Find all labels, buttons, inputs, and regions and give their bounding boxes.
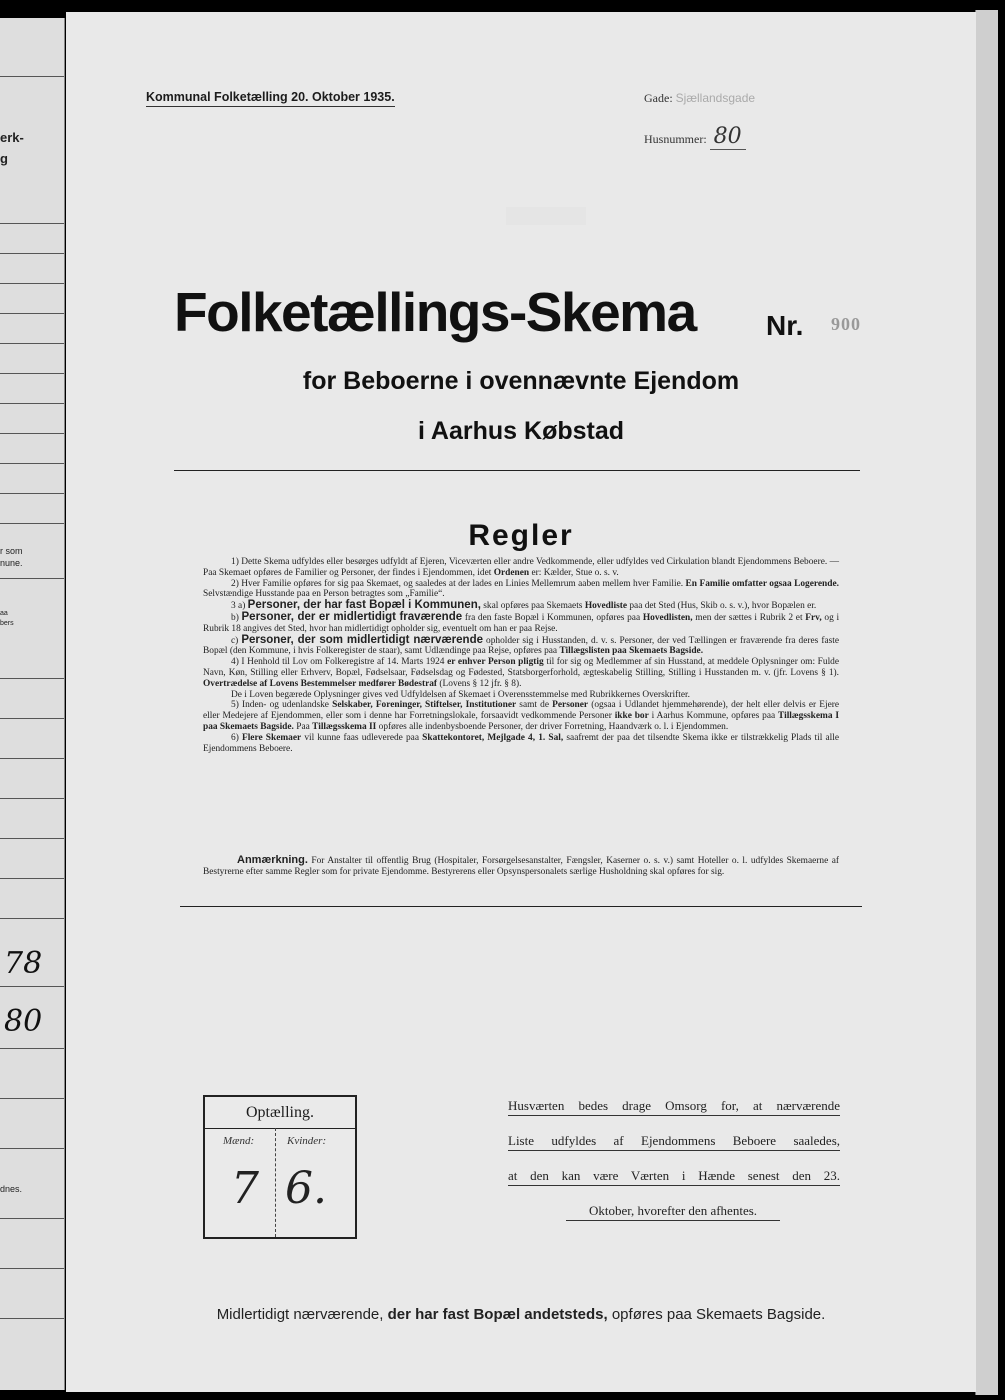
prev-page-fragment: erk- <box>0 130 24 145</box>
prev-page-rule <box>0 76 64 77</box>
paper-smudge <box>506 207 586 225</box>
house-number-field <box>644 124 746 149</box>
rules-text <box>203 557 839 754</box>
prev-page-rule <box>0 493 64 494</box>
rule-1: 1) Dette Skema udfyldes eller besørges udfyldt af Ejeren, Viceværten eller andre Vedkommende, eller udfyldes ved Cirkulation blandt Ejendommens Beboere. — Paa Skemaet opføres de Familier og Personer, der findes i Ejendommen, idet Ordenen er: Kælder, Stue o. s. v. <box>203 557 839 578</box>
rule-3c: c) Personer, der som midlertidigt nærværende opholder sig i Husstanden, d. v. s. Personer, der ved Tællingen er fraværende fra deres faste Bopæl (den Kommune, i hvis Folkeregister de staar), samt Udlændinge paa Rejse, opføres paa Tillægslisten paa Skemaets Bagside. <box>203 633 840 657</box>
footer-instruction: Midlertidigt nærværende, der har fast Bopæl andetsteds, opføres paa Skemaets Bagside. <box>216 1306 826 1323</box>
street-field <box>644 91 755 106</box>
form-subtitle-town: i Aarhus Købstad <box>417 417 625 445</box>
census-header-title: Kommunal Folketælling 20. Oktober 1935. <box>146 90 395 107</box>
count-box-title: Optælling. <box>205 1097 355 1129</box>
women-count: 6. <box>285 1163 327 1214</box>
prev-page-rule <box>0 283 64 284</box>
prev-page-rule <box>0 878 64 879</box>
prev-page-rule <box>0 313 64 314</box>
prev-page-rule <box>0 758 64 759</box>
prev-page-rule <box>0 403 64 404</box>
prev-page-fragment: aa <box>0 610 8 617</box>
notice-line-1: Husværten bedes drage Omsorg for, at nærværende <box>508 1098 840 1116</box>
next-page-edge <box>975 10 998 1395</box>
rule-4-continued: De i Loven begærede Oplysninger gives ved Udfyldelsen af Skemaet i Overensstemmelse med Rubrikkernes Overskrifter. <box>231 689 690 700</box>
form-title: Folketællings-Skema <box>174 281 696 343</box>
rules-heading: Regler <box>468 519 574 552</box>
count-box <box>203 1095 357 1239</box>
rule-3b: b) Personer, der er midlertidigt fraværende fra den faste Bopæl i Kommunen, opføres paa Hovedlisten, men der sættes i Rubrik 2 et Frv, og i Rubrik 18 angives det Sted, hvor han midlertidigt opholder sig, eventuelt om han er paa Rejse. <box>203 610 840 634</box>
rule-6: 6) Flere Skemaer vil kunne faas udleverede paa Skattekontoret, Mejlgade 4, 1. Sal, saafremt der paa det tilsendte Skema ikke er tilstrækkelig Plads til alle Ejendommens Beboere. <box>203 732 840 754</box>
prev-page-rule <box>0 343 64 344</box>
prev-page-rule <box>0 1098 64 1099</box>
form-number-value: 900 <box>831 314 861 334</box>
men-label: Mænd: <box>223 1135 255 1147</box>
notice-line-3: at den kan være Værten i Hænde senest den 23. <box>508 1168 840 1186</box>
divider-bottom <box>180 906 862 907</box>
prev-page-rule <box>0 433 64 434</box>
prev-page-rule <box>0 798 64 799</box>
rule-2: 2) Hver Familie opføres for sig paa Skemaet, og saaledes at der lades en Linies Mellemrum aaben mellem hver Familie. En Familie omfatter ogsaa Logerende. Selvstændige Husstande paa en Person betragtes som „Familie“. <box>203 578 839 600</box>
street-value: Sjællandsgade <box>675 91 756 105</box>
house-number-value: 80 <box>710 124 746 150</box>
census-form-page <box>66 12 976 1392</box>
prev-page-rule <box>0 986 64 987</box>
women-label: Kvinder: <box>287 1135 327 1147</box>
prev-page-rule <box>0 1148 64 1149</box>
house-number-label: Husnummer: <box>644 132 707 146</box>
prev-page-rule <box>0 1268 64 1269</box>
prev-page-rule <box>0 838 64 839</box>
remark-label: Anmærkning. <box>237 854 308 866</box>
street-label: Gade: <box>644 91 673 105</box>
prev-page-rule <box>0 523 64 524</box>
prev-page-rule <box>0 918 64 919</box>
prev-page-rule <box>0 718 64 719</box>
prev-page-rule <box>0 253 64 254</box>
prev-page-fragment: bers <box>0 620 14 627</box>
prev-page-fragment: g <box>0 151 8 166</box>
notice-line-4: Oktober, hvorefter den afhentes. <box>566 1203 780 1221</box>
divider-top <box>174 470 860 471</box>
men-count: 7 <box>231 1163 259 1214</box>
previous-page-edge <box>0 18 65 1390</box>
rule-5: 5) Inden- og udenlandske Selskaber, Foreninger, Stiftelser, Institutioner samt de Personer (ogsaa i Udlandet hjemmehørende), der helt eller delvis er Ejere eller Medejere af Ejendommen, eller som i denne har Forretningslokale, forsaavidt vedkommende Personer ikke bor i Aarhus Kommune, opføres paa Tillægsskema I paa Skemaets Bagside. Paa Tillægsskema II opføres alle indenbysboende Personer, der driver Forretning, Haandværk o. l. i Ejendommen. <box>203 700 840 732</box>
rule-3a: 3 a) Personer, der har fast Bopæl i Kommunen, skal opføres paa Skemaets Hovedliste paa det Sted (Hus, Skib o. s. v.), hvor Bopælen er. <box>231 599 817 612</box>
remark-text: For Anstalter til offentlig Brug (Hospitaler, Forsørgelsesanstalter, Fængsler, Kaserner o. s. v.) samt Hoteller o. l. udfyldes Skemaerne af Bestyrerne efter samme Regler som for private Ejendomme. Bestyrerens eller Opsynspersonalets særlige Husholdning skal opføres for sig. <box>203 856 840 877</box>
prev-page-rule <box>0 678 64 679</box>
rule-4: 4) I Henhold til Lov om Folkeregistre af 14. Marts 1924 er enhver Person pligtig til for sig og Medlemmer af sin Husstand, at meddele Oplysninger om: Fulde Navn, Køn, Stilling eller Erhverv, Bopæl, Fødselsaar, Fødselsdag og Fødested, Statsborgerforhold, ægteskabelig Stilling, Stilling i Husstanden m. v. (jfr. Lovens § 1). Overtrædelse af Lovens Bestemmelser medfører Bødestraf (Lovens § 12 jfr. § 8). <box>203 657 840 689</box>
prev-page-rule <box>0 1218 64 1219</box>
notice-line-2: Liste udfyldes af Ejendommens Beboere saaledes, <box>508 1133 840 1151</box>
prev-page-handwriting: 78 <box>4 946 43 981</box>
prev-page-rule <box>0 1048 64 1049</box>
prev-page-fragment: dnes. <box>0 1184 23 1194</box>
prev-page-rule <box>0 223 64 224</box>
prev-page-rule <box>0 1318 64 1319</box>
prev-page-handwriting: 80 <box>4 1004 43 1039</box>
form-number-label: Nr. <box>766 310 804 341</box>
remark-note <box>203 855 839 878</box>
count-box-divider <box>275 1128 276 1237</box>
form-subtitle-residents: for Beboerne i ovennævnte Ejendom <box>302 367 740 395</box>
prev-page-fragment: r som <box>0 546 23 556</box>
prev-page-fragment: nune. <box>0 558 23 568</box>
prev-page-rule <box>0 463 64 464</box>
prev-page-rule <box>0 373 64 374</box>
prev-page-rule <box>0 578 64 579</box>
